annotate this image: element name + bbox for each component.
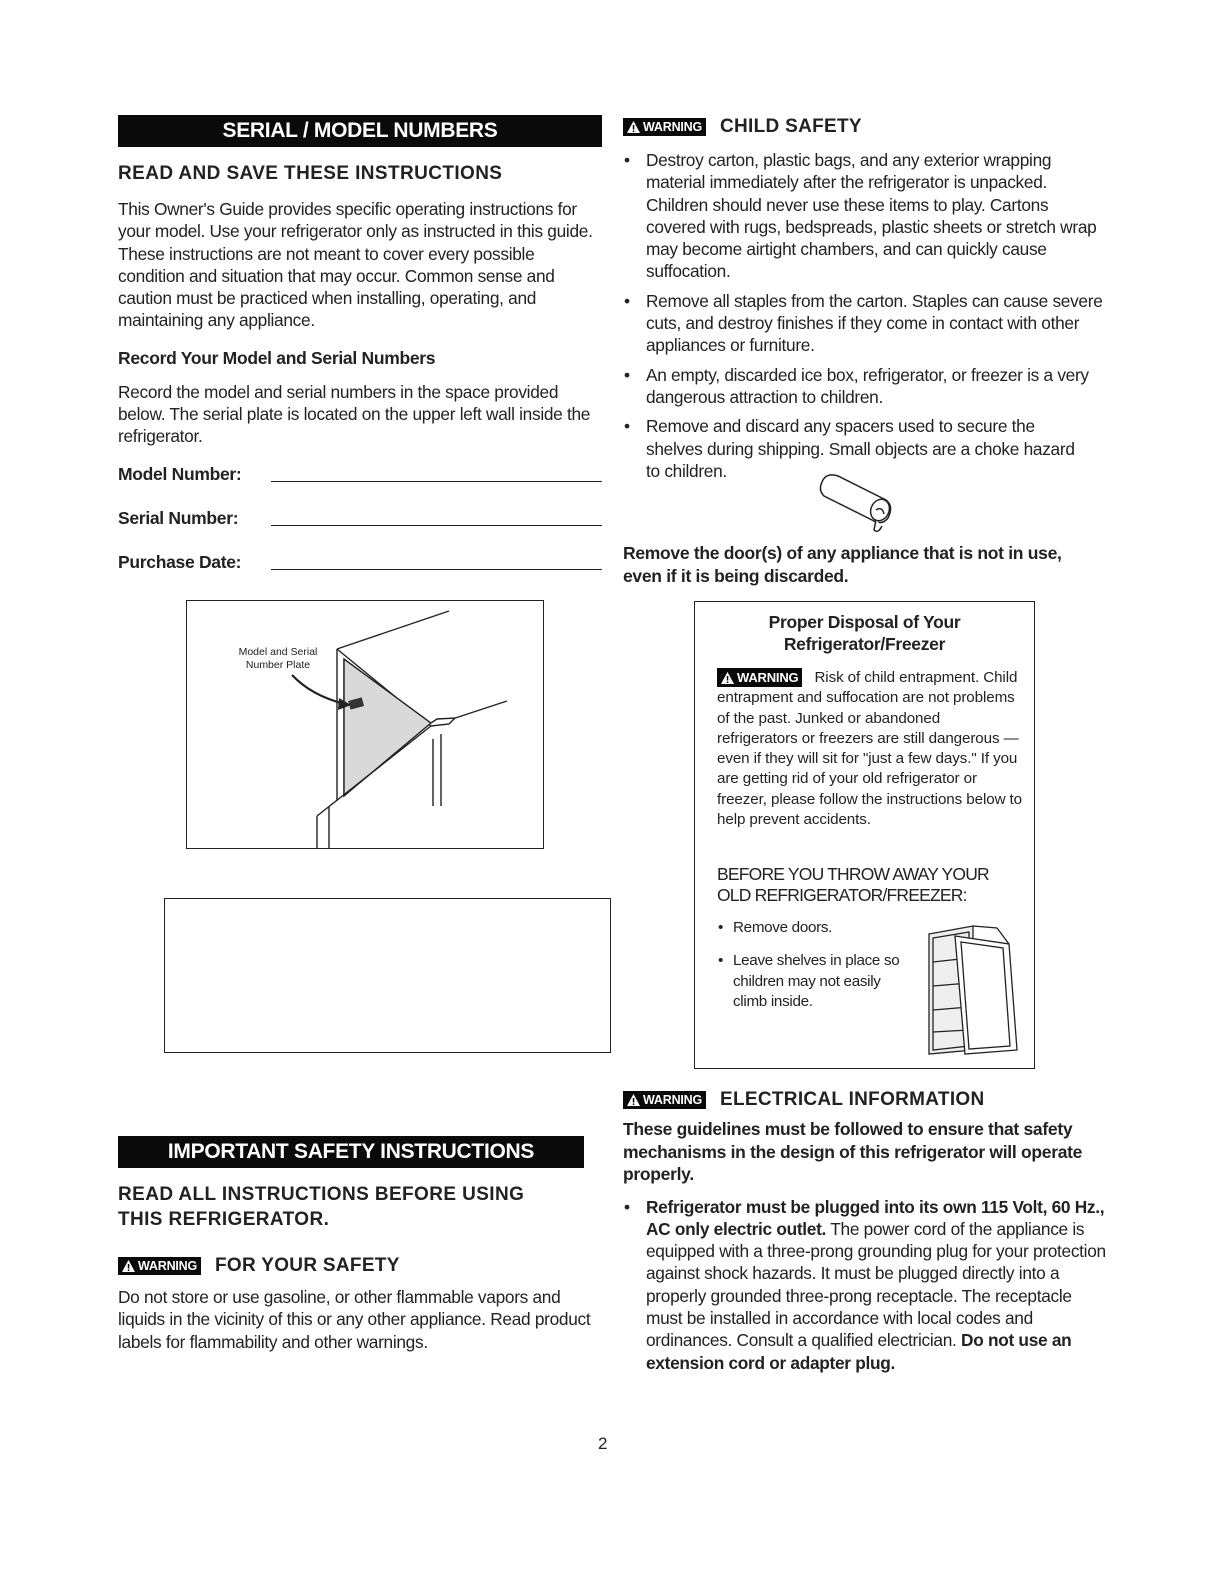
list-item	[623, 1196, 1108, 1374]
proper-disposal-box	[694, 601, 1035, 1069]
child-safety-title-row	[623, 115, 1108, 139]
remove-doors-note: Remove the door(s) of any appliance that is not in use, even if it is being discarded.	[623, 543, 1062, 586]
spacer-icon	[812, 470, 896, 536]
diagram-caption	[223, 646, 333, 672]
diagram-caption-line1: Model and Serial	[238, 646, 318, 658]
read-and-save-heading: READ AND SAVE THESE INSTRUCTIONS	[118, 163, 503, 184]
diagram-caption-line2: Number Plate	[245, 659, 311, 671]
serial-number-line[interactable]	[271, 511, 602, 526]
list-item: • Remove doors.	[717, 918, 907, 938]
purchase-date-field[interactable]	[118, 549, 602, 573]
electrical-text: The power cord of the appliance is equipped with a three-prong grounding plug for your protection against shock hazards. It must be plugged directly into a properly grounded three-prong receptacle. The receptacle must be installed in accordance with local codes and ordinances. Consult a qualified electrician.	[646, 1218, 1106, 1351]
list-item: • Remove all staples from the carton. Staples can cause severe cuts, and destroy finishes if they come in contact with other appliances or furniture.	[623, 290, 1108, 357]
electrical-intro: These guidelines must be followed to ensure that safety mechanisms in the design of this refrigerator will operate properly.	[623, 1119, 1083, 1184]
electrical-list	[623, 1196, 1108, 1374]
blank-box	[164, 898, 611, 1053]
electrical-section	[623, 1088, 1108, 1374]
list-item: • An empty, discarded ice box, refrigerator, or freezer is a very dangerous attraction to children.	[623, 364, 1108, 409]
important-safety-section	[118, 1136, 591, 1353]
disposal-title-line2: Refrigerator/Freezer	[783, 634, 946, 654]
for-safety-title: FOR YOUR SAFETY	[215, 1255, 400, 1276]
caps-line1: BEFORE YOU THROW AWAY YOUR	[717, 864, 989, 884]
disposal-warning-text: Child entrapment and suffocation are not problems of the past. Junked or abandoned refrigerators or freezers are still dangerous — even if they will sit for "just a few days." If you are getting rid of your old refrigerator or freezer, please follow the instructions below to help prevent accidents.	[717, 669, 1023, 829]
disposal-title-line1: Proper Disposal of Your	[768, 612, 961, 632]
serial-number-label: Serial Number:	[118, 507, 239, 528]
list-item: • Destroy carton, plastic bags, and any exterior wrapping material immediately after the refrigerator is unpacked. Children should never use these items to play. Cartons covered with rugs, bedspreads, plastic sheets or stretch wrap may become airtight chambers, and can quickly cause suffocation.	[623, 149, 1108, 283]
list-item: • Remove and discard any spacers used to secure the shelves during shipping. Small objects are a choke hazard to children.	[623, 415, 1086, 482]
purchase-date-label: Purchase Date:	[118, 551, 242, 572]
electrical-bold-end: Do not use an extension cord or adapter plug.	[646, 1330, 1072, 1373]
warning-triangle-icon	[121, 1259, 136, 1273]
intro-paragraph: This Owner's Guide provides specific operating instructions for your model. Use your refrigerator only as instructed in this guide. These instructions are not meant to cover every possible condition and situation that may occur. Common sense and caution must be practiced when installing, operating, and maintaining any appliance.	[118, 199, 593, 331]
warning-badge	[717, 668, 802, 687]
read-all-line1: READ ALL INSTRUCTIONS BEFORE USING	[118, 1184, 525, 1205]
purchase-date-line[interactable]	[271, 555, 602, 570]
warning-label: WARNING	[138, 1259, 198, 1273]
disposal-list	[717, 918, 907, 1012]
disposal-title	[695, 611, 1034, 655]
warning-label: WARNING	[643, 1093, 703, 1107]
record-numbers-heading: Record Your Model and Serial Numbers	[118, 347, 436, 368]
before-throw-away-heading	[717, 864, 1024, 906]
warning-triangle-icon	[626, 120, 641, 134]
electrical-bold-start: Refrigerator must be plugged into its own 115 Volt, 60 Hz., AC only electric outlet.	[646, 1196, 1105, 1239]
warning-badge	[118, 1257, 201, 1275]
warning-badge	[623, 1091, 706, 1109]
warning-triangle-icon	[720, 671, 735, 685]
record-numbers-paragraph: Record the model and serial numbers in the space provided below. The serial plate is located on the upper left wall inside the refrigerator.	[118, 381, 591, 447]
for-safety-title-row	[118, 1254, 584, 1278]
right-column	[623, 115, 1108, 482]
list-item: • Leave shelves in place so children may not easily climb inside.	[717, 951, 907, 1012]
serial-number-field[interactable]	[118, 505, 602, 529]
warning-label: WARNING	[643, 120, 703, 134]
child-safety-title: CHILD SAFETY	[720, 116, 862, 137]
model-number-line[interactable]	[271, 467, 602, 482]
important-safety-bar: IMPORTANT SAFETY INSTRUCTIONS	[118, 1136, 584, 1168]
warning-triangle-icon	[626, 1093, 641, 1107]
model-number-field[interactable]	[118, 461, 602, 485]
for-safety-paragraph: Do not store or use gasoline, or other flammable vapors and liquids in the vicinity of this or any other appliance. Read product labels for flammability and other warnings.	[118, 1287, 591, 1352]
model-number-label: Model Number:	[118, 463, 242, 484]
electrical-title-row	[623, 1088, 1108, 1112]
serial-model-section-bar: SERIAL / MODEL NUMBERS	[118, 115, 602, 147]
warning-label: WARNING	[737, 669, 799, 685]
caps-line2: OLD REFRIGERATOR/FREEZER:	[717, 885, 967, 905]
serial-plate-diagram	[186, 600, 544, 849]
disposal-warning	[717, 668, 1024, 830]
warning-badge	[623, 118, 706, 136]
disposal-warning-first: Risk of child entrapment.	[814, 669, 980, 686]
open-refrigerator-icon	[925, 922, 1025, 1057]
left-column	[118, 115, 602, 573]
child-safety-list	[623, 149, 1108, 482]
read-all-instructions-heading	[118, 1182, 584, 1232]
page-number: 2	[598, 1434, 608, 1453]
electrical-title: ELECTRICAL INFORMATION	[720, 1089, 985, 1110]
read-all-line2: THIS REFRIGERATOR.	[118, 1209, 330, 1230]
refrigerator-interior-illustration	[187, 601, 543, 848]
